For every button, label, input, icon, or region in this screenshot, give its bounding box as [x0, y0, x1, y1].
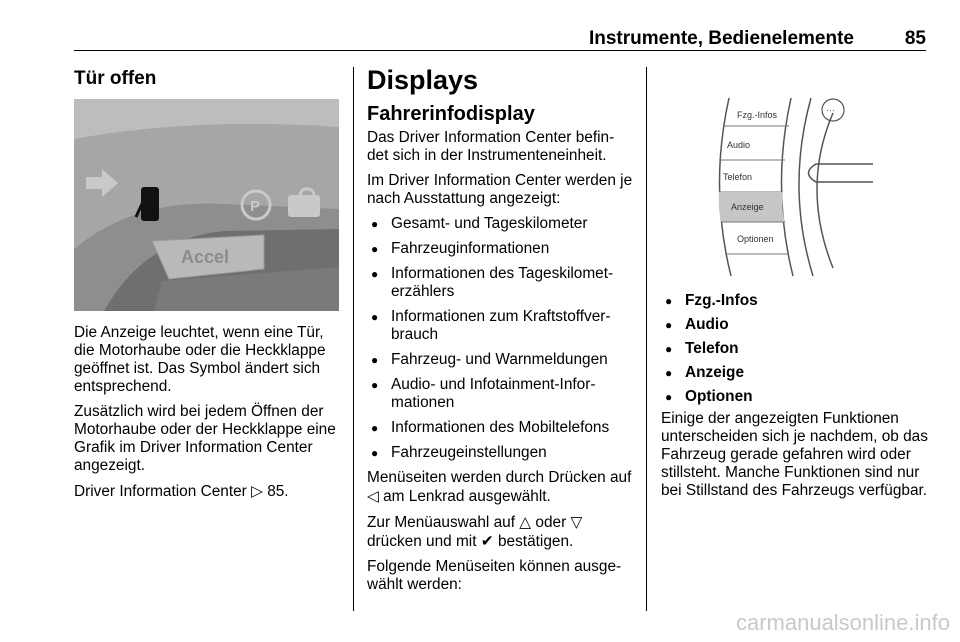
menu-figure	[661, 68, 926, 280]
list-item: ● Informationen des Tageskilomet- erzählers	[367, 265, 635, 301]
down-triangle-icon: ▽	[570, 513, 583, 531]
column-divider-left	[353, 67, 354, 611]
list-item: ● Fahrzeugeinstellungen	[367, 444, 635, 462]
cross-reference[interactable]	[74, 482, 342, 501]
checkmark-icon: ✔	[480, 532, 494, 550]
ref-page: 85.	[267, 483, 289, 500]
left-column-text	[74, 324, 342, 508]
page-number: 85	[904, 28, 926, 49]
middle-column	[367, 64, 635, 601]
list-item: ● Telefon	[661, 340, 929, 358]
menu-item-anzeige: Anzeige	[731, 202, 764, 212]
list-item: ● Informationen des Mobiltelefons	[367, 419, 635, 437]
menu-item-optionen: Optionen	[737, 234, 774, 244]
ref-text: Driver Information Center	[74, 483, 247, 500]
paragraph: Einige der angezeigten Funktionen unterscheiden sich je nachdem, ob das Fahrzeug gerade gefahren wird oder stillsteht. Manche Funktionen sind nur bei Stillstand des Fahrzeugs verfügbar.	[661, 410, 928, 499]
menu-item-telefon: Telefon	[723, 172, 753, 182]
menu-item-fzg-infos: Fzg.-Infos	[737, 110, 778, 120]
list-item: ● Audio	[661, 316, 929, 334]
list-item: ● Fzg.-Infos	[661, 292, 929, 310]
header-rule	[74, 50, 926, 51]
ref-arrow-icon: ▷	[251, 482, 263, 500]
watermark: carmanualsonline.info	[735, 610, 950, 635]
section-heading-door-open: Tür offen	[74, 68, 157, 89]
menu-item-audio: Audio	[727, 140, 751, 150]
paragraph: Im Driver Information Center werden je nach Ausstattung angezeigt:	[367, 172, 633, 207]
display-contents-list	[367, 215, 635, 462]
up-triangle-icon: △	[519, 513, 532, 531]
paragraph: Das Driver Information Center befin- det sich in der Instrumenteneinheit.	[367, 129, 615, 164]
page-header	[74, 28, 926, 50]
door-open-figure	[74, 99, 339, 311]
paragraph: Zur Menüauswahl auf △ oder ▽ drücken und mit ✔ bestätigen.	[367, 513, 583, 550]
paragraph: Folgende Menüseiten können ausge- wählt werden:	[367, 558, 622, 593]
column-divider-right	[646, 67, 647, 611]
door-open-icon	[141, 187, 159, 221]
paragraph: Zusätzlich wird bei jedem Öffnen der Motorhaube oder der Heckklappe eine Grafik im Driver Information Center angezeigt.	[74, 403, 336, 474]
subheading-driver-info: Fahrerinfodisplay	[367, 103, 535, 125]
running-title: Instrumente, Bedienelemente	[588, 28, 854, 49]
left-column	[74, 66, 342, 92]
menu-pages-list	[661, 292, 929, 406]
left-arrow-icon: ◁	[367, 487, 379, 505]
section-heading-displays: Displays	[367, 65, 479, 95]
list-item: ● Fahrzeug- und Warnmeldungen	[367, 351, 635, 369]
list-item: ● Informationen zum Kraftstoffver- brauch	[367, 308, 635, 344]
menu-illustration	[661, 68, 926, 280]
list-item: ● Anzeige	[661, 364, 929, 382]
paragraph: Menüseiten werden durch Drücken auf ◁ am Lenkrad ausgewählt.	[367, 469, 632, 505]
accel-label: Accel	[181, 247, 230, 267]
list-item: ● Gesamt- und Tageskilometer	[367, 215, 635, 233]
list-item: ● Fahrzeuginformationen	[367, 240, 635, 258]
right-column-text	[661, 292, 929, 507]
list-item: ● Optionen	[661, 388, 929, 406]
paragraph: Die Anzeige leuchtet, wenn eine Tür, die Motorhaube oder die Heckklappe geöffnet ist. Das Symbol ändert sich entsprechend.	[74, 324, 326, 395]
instrument-cluster-illustration	[74, 99, 339, 311]
svg-text:P: P	[250, 198, 261, 215]
list-item: ● Audio- und Infotainment-Infor- mationen	[367, 376, 635, 412]
svg-text:···: ···	[826, 105, 835, 115]
